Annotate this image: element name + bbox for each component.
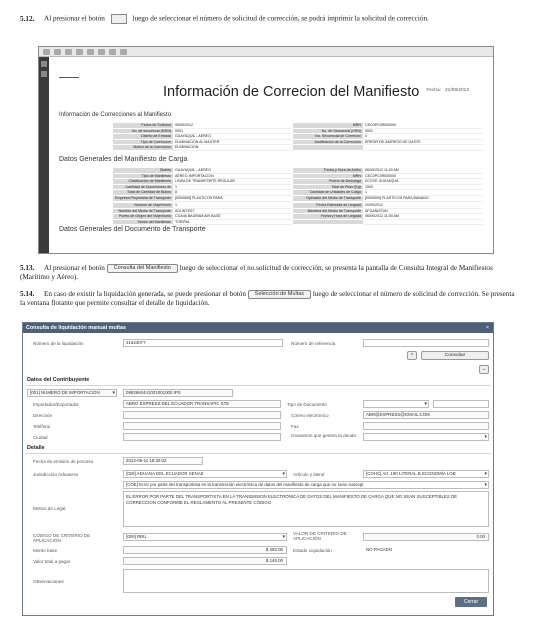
close-icon[interactable]: × xyxy=(485,325,489,331)
row-label: Total de Peso (Kg) xyxy=(293,185,363,191)
estado-field: NO PAGADO xyxy=(366,547,393,552)
row-label: Tipo de Correccion xyxy=(113,140,173,146)
section-heading: Datos Generales del Documento de Transporte xyxy=(59,226,206,233)
row-label: No. de secuencia (MSN) xyxy=(113,129,173,135)
toolbar-button-icon[interactable] xyxy=(87,49,94,55)
estado-label: Estado Liquidación xyxy=(293,548,332,553)
ciudad-label: Ciudad xyxy=(33,435,48,440)
fecha-emision-label: Fecha de emisión de proceso xyxy=(33,459,94,464)
paragraph-5-14 xyxy=(20,290,520,308)
paragraph-text: luego de seleccionar el número de solicitud de corrección, se podrá imprimir la solicitud de corrección. xyxy=(132,14,429,23)
help-icon[interactable]: ? xyxy=(407,351,417,360)
fax-label: Fax xyxy=(291,424,299,429)
seleccion-multas-button: Selección de Multas xyxy=(248,290,311,299)
id-type-select[interactable]: [001] NUMERO DE IMPORTACION ▾ xyxy=(27,389,117,397)
consulta-manifiesto-button: Consulta del Manifiesto xyxy=(107,264,178,273)
telefono-field xyxy=(123,422,281,430)
toolbar-button-icon[interactable] xyxy=(65,49,72,55)
toolbar-button-icon[interactable] xyxy=(54,49,61,55)
gravamen-label: Gravamen que genera la deuda xyxy=(291,433,356,438)
correo-label: Correo electrónico xyxy=(291,413,329,418)
row-label: Justificación de la Correccion xyxy=(293,140,363,146)
toolbar-button-icon[interactable] xyxy=(120,49,127,55)
row-label: Cantidad de Documentos de xyxy=(113,185,173,191)
row-value: 06/09/2012 11:00 AM xyxy=(363,168,483,174)
row-value: LINEA DE TRANSPORTE REGULAR xyxy=(173,179,293,185)
row-label: Puerto de Descarga xyxy=(293,179,363,185)
row-value: 20/09/2012 xyxy=(363,203,483,209)
row-label: No. Secuencial de Correcion xyxy=(293,134,363,140)
row-value: 06/09/2012 11:00 AM xyxy=(363,214,483,220)
observaciones-textarea[interactable] xyxy=(123,569,489,593)
row-value: 1 xyxy=(173,203,293,209)
row-value xyxy=(363,145,483,151)
jurisdiccion-label: Jurisdicción Aduanera xyxy=(33,472,78,477)
numero-liquidacion-label: Número de la liquidación xyxy=(33,341,84,346)
row-label: Cantidad de Unidades de Carga xyxy=(293,190,363,196)
direccion-field xyxy=(123,411,281,419)
row-label: Fecha Estimada de Llegada xyxy=(293,203,363,209)
corrections-table xyxy=(113,123,483,151)
row-label: Empresa Propietaria de Transporte xyxy=(113,196,173,202)
monto-base-label: Monto base xyxy=(33,548,58,553)
row-label: Distrito xyxy=(113,168,173,174)
importador-label: Importador/Exportador xyxy=(33,402,79,407)
collapse-icon[interactable]: ⌄ xyxy=(479,365,489,374)
row-label xyxy=(293,220,363,226)
articulo-label: Artículo y literal xyxy=(293,472,325,477)
row-label: MRN xyxy=(293,123,363,129)
paragraph-text: luego de seleccionar el no.solicitud de corrección, se presenta la pantalla de Consulta Integral de Manifiestos (Marítimo y Aéreo). xyxy=(20,264,493,282)
importador-field: ABRO EXPRESS DEL ECUADOR TRANSAPIC STE xyxy=(123,400,281,408)
section-number: 5.12. xyxy=(20,14,35,23)
section-number: 5.14. xyxy=(20,290,35,299)
row-label: Distrito de Entrada xyxy=(113,134,173,140)
numero-referencia-label: Número de referencia xyxy=(291,341,336,346)
row-value: 1000 xyxy=(363,185,483,191)
fecha-emision-field: 2012-09-11 18:30:02 xyxy=(123,457,203,465)
report-date xyxy=(426,88,469,93)
row-label: MRN xyxy=(293,174,363,180)
row-label: Motivo de la Correccion xyxy=(113,145,173,151)
paragraph-5-12 xyxy=(20,14,520,24)
report-title: Información de Correcion del Manifiesto xyxy=(163,84,420,100)
fax-field xyxy=(363,422,489,430)
numero-liquidacion-input[interactable]: 31624077 xyxy=(123,339,283,347)
codigo-criterio-label: CÓDIGO DE CRITERIO DE APLICACIÓN xyxy=(33,533,91,543)
row-label: Total de Cantidad de Bultos xyxy=(113,190,173,196)
valor-pagar-field: $ 146.00 xyxy=(123,557,287,565)
logo-icon xyxy=(59,68,79,78)
row-label: Número de Viaje/Vuelo xyxy=(113,203,173,209)
report-date-label: Fecha: xyxy=(426,88,441,93)
row-label xyxy=(293,145,363,151)
articulo-select[interactable]: [COHC] Art. 190 LITERAL B ECONOMÍA LOB ▾ xyxy=(363,470,489,478)
table-row xyxy=(113,196,483,202)
valor-criterio-label: VALOR DE CRITERIO DE APLICACIÓN xyxy=(293,531,347,541)
paragraph-text: Al presionar el botón xyxy=(44,14,105,23)
row-value: GUAYAQUIL - AEREO xyxy=(173,168,293,174)
manifest-table xyxy=(113,168,483,202)
row-value: GUAYAQUIL - AEREO xyxy=(173,134,293,140)
row-label: Puerto de Origen del Viaje/Vuelo xyxy=(113,214,173,220)
motivo-select[interactable]: [COE] Error por parte del transportista en la transmisión electrónica de datos del manifiesto de carga que no sean suscept ▾ xyxy=(123,481,489,489)
row-value xyxy=(363,220,483,226)
row-value: 1 xyxy=(363,190,483,196)
row-value: 8 xyxy=(173,190,293,196)
dialog-titlebar xyxy=(23,323,493,333)
valor-pagar-label: Valor total a pagar xyxy=(33,559,71,564)
row-value: ERROR DE INGRESO DE DATOS xyxy=(363,140,483,146)
sidebar-tool-icon[interactable] xyxy=(41,71,47,77)
gravamen-select[interactable] xyxy=(363,433,489,441)
row-value: CGA46 BAGRAM AIR BASE xyxy=(173,214,293,220)
row-label: Bandera del Medio de Transporte xyxy=(293,209,363,215)
report-page xyxy=(53,60,489,253)
row-value: 0001 xyxy=(173,129,293,135)
paragraph-text: Al presionar el botón xyxy=(44,264,105,273)
row-value: 4 xyxy=(363,134,483,140)
id-number-field: 0992660441001001000.IPS xyxy=(123,389,233,397)
row-label: Fecha de Solicitud xyxy=(113,123,173,129)
tipo-documento-label: Tipo de Documento xyxy=(287,402,327,407)
divider xyxy=(25,385,491,386)
detalle-heading: Detalle xyxy=(27,445,45,451)
row-value: AFGANISTAN xyxy=(363,209,483,215)
row-value: ELIMINACION xyxy=(173,145,293,151)
row-label: Clasificación de Manifiesto xyxy=(113,179,173,185)
consultar-button[interactable]: Consultar xyxy=(421,351,489,360)
toolbar-button-icon[interactable] xyxy=(109,49,116,55)
section-heading: Información de Correcciones al Manifiesto xyxy=(59,112,172,118)
row-label: Fecha y Hora de Llegada xyxy=(293,214,363,220)
numero-referencia-input[interactable] xyxy=(363,339,489,347)
tipo-documento-select[interactable] xyxy=(363,400,429,408)
section-heading: Datos Generales del Manifiesto de Carga xyxy=(59,156,188,163)
dialog-title: Consulta de liquidación manual multas xyxy=(26,325,127,331)
observaciones-label: Observaciones xyxy=(33,579,64,584)
viewer-sidebar xyxy=(39,57,49,253)
correo-field: ABR@EXPRESS@GMAIL.COM xyxy=(363,411,489,419)
print-icon xyxy=(111,14,127,24)
monto-base-field: $ 292.00 xyxy=(123,546,287,554)
row-label: Tipo de Manifiesto xyxy=(113,174,173,180)
report-date-value: 21/09/2012 xyxy=(444,88,469,93)
motivo-textarea[interactable]: EL ERROR POR PARTE DEL TRANSPORTISTA EN LA TRANSMISION ELECTRÓNICA DE DATOS DEL MANIFIESTO DE CARGA QUE NO SEAN SUSCEPTIBLES DE CORRECCION CONFORME EL REGLAMENTO AL PRESENTE CÓDIGO xyxy=(123,491,489,527)
paragraph-text: luego de seleccionar el número de solicitud de corrección. Se presenta la ventana flotante que permite consultar el detalle de liquidación. xyxy=(20,290,515,308)
row-label: Operador del Medio de Transporte xyxy=(293,196,363,202)
toolbar-button-icon[interactable] xyxy=(43,49,50,55)
liquidation-dialog xyxy=(22,322,494,616)
cerrar-button[interactable]: Cerrar xyxy=(455,597,487,607)
voyage-table xyxy=(113,203,483,225)
tipo-documento-extra[interactable] xyxy=(433,400,489,408)
row-label: Nombre del Medio de Transporte xyxy=(113,209,173,215)
report-preview-window xyxy=(38,46,494,254)
table-row xyxy=(113,220,483,226)
valor-criterio-field: 0.00 xyxy=(363,533,489,541)
codigo-criterio-select[interactable]: [009] RBU ▾ xyxy=(123,533,287,541)
toolbar-button-icon[interactable] xyxy=(98,49,105,55)
row-value: CEC0PC4R000000 xyxy=(363,123,483,129)
paragraph-text: En caso de existir la liquidación generada, se puede presionar el botón xyxy=(44,290,246,299)
row-value: CEC0PC4R000000 xyxy=(363,174,483,180)
row-value: AGUNTEST xyxy=(173,209,293,215)
row-value: [0000505] PLASTICOS PARA BANANO xyxy=(363,196,483,202)
row-value: [0000505] PLASTICOS PARA xyxy=(173,196,293,202)
row-value: AEREO IMPORTACION xyxy=(173,174,293,180)
ciudad-field xyxy=(123,433,281,441)
section-number: 5.13. xyxy=(20,264,35,273)
row-value: TORIPAL xyxy=(173,220,293,226)
motivo-label: Motivo de Legal xyxy=(33,506,66,511)
direccion-label: Dirección xyxy=(33,413,53,418)
toolbar-button-icon[interactable] xyxy=(76,49,83,55)
row-value: ECGYE GUAYAQUIL xyxy=(363,179,483,185)
row-value: 06/09/2012 xyxy=(173,123,293,129)
viewer-toolbar[interactable] xyxy=(39,47,493,57)
table-row xyxy=(113,145,483,151)
sidebar-tool-icon[interactable] xyxy=(41,61,47,67)
contribuyente-heading: Datos del Contribuyente xyxy=(27,377,90,383)
telefono-label: Teléfono xyxy=(33,424,51,429)
paragraph-5-13 xyxy=(20,264,520,282)
row-label: Fecha y Hora de Arribo xyxy=(293,168,363,174)
jurisdiccion-select[interactable]: [028] ADUANA DEL ECUADOR SENAE ▾ xyxy=(123,470,287,478)
row-value: 0001 xyxy=(363,129,483,135)
divider xyxy=(25,453,491,454)
row-label: No. de Secuencia (HSN) xyxy=(293,129,363,135)
row-value: 1 xyxy=(173,185,293,191)
row-label: Sector del Manifiesto xyxy=(113,220,173,226)
row-value: ELIMINACION AL MASTER xyxy=(173,140,293,146)
